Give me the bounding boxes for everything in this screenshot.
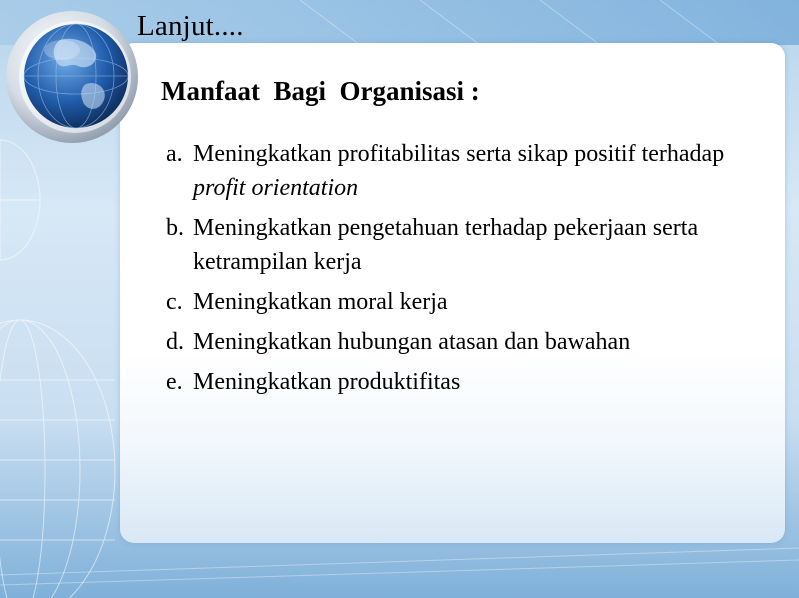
emphasis-text: profit orientation [193, 175, 359, 201]
list-item-text: Meningkatkan hubungan atasan dan bawahan [193, 329, 631, 355]
list-marker: a. [166, 141, 183, 167]
list-item-text: Meningkatkan profitabilitas serta sikap positif terhadap profit orientation [193, 141, 725, 201]
list-marker: d. [166, 329, 184, 355]
list-item [166, 325, 766, 359]
list-item-text: Meningkatkan moral kerja [193, 289, 448, 315]
list-marker: c. [166, 289, 183, 315]
list-item [166, 137, 766, 205]
list-marker: e. [166, 369, 183, 395]
list-item-text: Meningkatkan pengetahuan terhadap pekerjaan serta ketrampilan kerja [193, 215, 699, 275]
section-heading: Manfaat Bagi Organisasi : [161, 76, 480, 106]
list-item [166, 285, 766, 319]
list-item [166, 211, 766, 279]
benefit-list [166, 137, 766, 405]
list-item [166, 365, 766, 399]
list-marker: b. [166, 215, 184, 241]
list-item-text: Meningkatkan produktifitas [193, 369, 461, 395]
globe-icon [0, 0, 150, 160]
slide-title: Lanjut.... [137, 10, 244, 42]
